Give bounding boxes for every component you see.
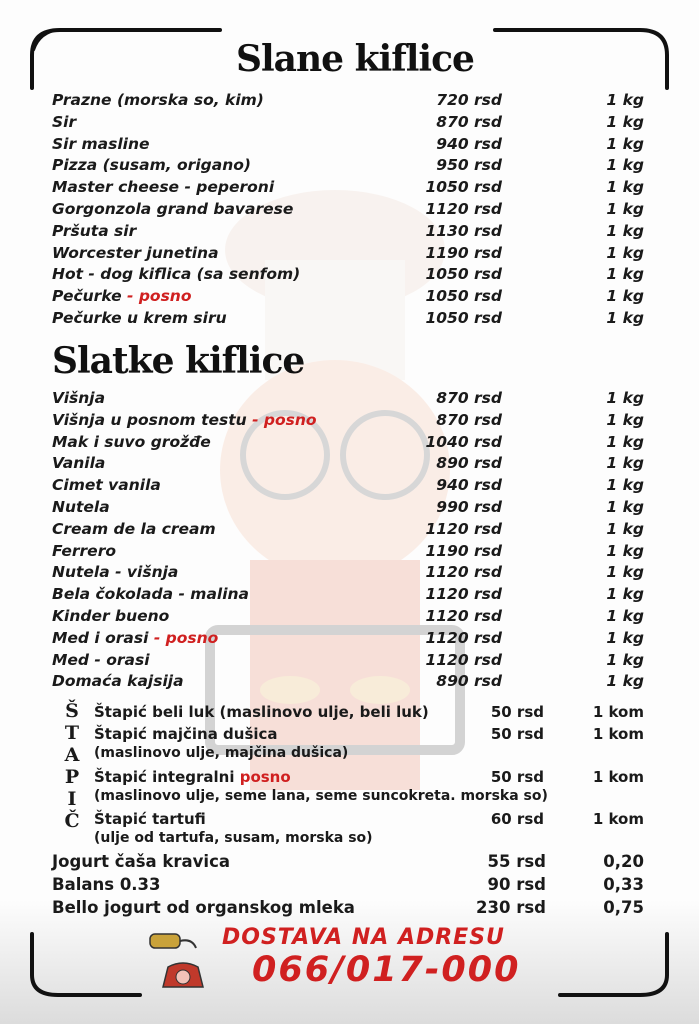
item-name-text: Hot - dog kiflica (sa senfom) <box>52 265 301 284</box>
stapic-ingredients: (ulje od tartufa, susam, morska so) <box>94 830 373 846</box>
item-name <box>52 243 219 265</box>
item-name-text: Ferrero <box>52 541 116 560</box>
item-name-text: Pečurke u krem siru <box>52 308 227 327</box>
stapic-price: 50 rsd <box>490 703 544 721</box>
item-unit: 1 kg <box>606 432 644 451</box>
stapic-name <box>94 703 429 721</box>
stapic-price: 60 rsd <box>490 810 544 828</box>
item-name <box>52 221 136 243</box>
item-unit: 1 kg <box>606 265 644 284</box>
menu-item-row <box>52 453 652 475</box>
item-name <box>52 199 293 221</box>
item-unit: 1 kg <box>606 672 644 691</box>
item-name <box>52 264 300 286</box>
item-price: 1120 rsd <box>425 519 502 538</box>
drink-volume: 0,75 <box>603 898 644 917</box>
item-unit: 1 kg <box>606 243 644 262</box>
menu-item-row <box>52 90 652 112</box>
menu-item-row <box>52 432 652 454</box>
item-name-text: Cimet vanila <box>52 476 161 495</box>
menu-item-row <box>52 264 652 286</box>
item-unit: 1 kg <box>606 134 644 153</box>
item-price: 890 rsd <box>436 454 502 473</box>
posno-label: - posno <box>148 628 219 647</box>
menu-item-row <box>52 628 652 650</box>
item-price: 1120 rsd <box>425 628 502 647</box>
stapic-letter: Č <box>64 810 80 832</box>
delivery-label: DOSTAVA NA ADRESU <box>222 925 505 950</box>
item-unit: 1 kg <box>606 628 644 647</box>
item-name <box>52 628 218 650</box>
item-price: 990 rsd <box>436 497 502 516</box>
item-name-text: Cream de la cream <box>52 519 216 538</box>
item-unit: 1 kg <box>606 410 644 429</box>
stapic-letter: T <box>64 722 80 744</box>
menu-item-row <box>52 519 652 541</box>
item-name <box>52 475 161 497</box>
item-name <box>52 432 211 454</box>
stapic-name-text: Štapić majčina dušica <box>94 725 278 743</box>
item-name <box>52 90 264 112</box>
stapic-name-text: Štapić beli luk (maslinovo ulje, beli luk) <box>94 703 429 721</box>
rotary-phone-icon <box>158 957 208 991</box>
menu-item-row <box>52 155 652 177</box>
item-price: 1130 rsd <box>425 221 502 240</box>
drink-price: 90 rsd <box>487 875 546 894</box>
item-name <box>52 497 110 519</box>
item-name-text: Bela čokolada - malina <box>52 585 250 604</box>
slane-list <box>52 90 652 330</box>
item-name <box>52 541 116 563</box>
item-unit: 1 kg <box>606 389 644 407</box>
item-unit: 1 kg <box>606 476 644 495</box>
posno-label: - posno <box>121 287 192 306</box>
item-name <box>52 606 169 628</box>
menu-item-row <box>52 497 652 519</box>
item-name-text: Master cheese - peperoni <box>52 178 275 197</box>
stapic-unit: 1 kom <box>592 725 644 743</box>
drink-row <box>52 850 652 873</box>
item-price: 870 rsd <box>436 389 502 407</box>
menu-item-row <box>52 388 652 410</box>
item-price: 1050 rsd <box>425 308 502 327</box>
item-name-text: Vanila <box>52 454 106 473</box>
item-name <box>52 112 76 134</box>
drink-row <box>52 896 652 919</box>
stapic-ingredients: (maslinovo ulje, majčina dušica) <box>94 745 349 761</box>
item-unit: 1 kg <box>606 112 644 131</box>
menu-item-row <box>52 475 652 497</box>
item-name-text: Pizza (susam, origano) <box>52 156 251 175</box>
menu-item-row <box>52 199 652 221</box>
item-name <box>52 453 105 475</box>
stapic-name <box>94 725 278 743</box>
item-name-text: Sir <box>52 112 77 131</box>
item-price: 720 rsd <box>436 91 502 109</box>
telephone-icon <box>148 928 198 956</box>
item-name-text: Med i orasi <box>52 628 149 647</box>
drinks-list <box>52 850 652 919</box>
item-unit: 1 kg <box>606 497 644 516</box>
item-price: 1120 rsd <box>425 650 502 669</box>
item-unit: 1 kg <box>606 178 644 197</box>
item-unit: 1 kg <box>606 308 644 327</box>
stapic-letter: A <box>64 744 80 766</box>
item-unit: 1 kg <box>606 199 644 218</box>
menu-item-row <box>52 243 652 265</box>
drink-price: 230 rsd <box>476 898 546 917</box>
drink-volume: 0,20 <box>603 852 644 871</box>
item-name-text: Prazne (morska so, kim) <box>52 91 264 109</box>
menu-item-row <box>52 308 652 330</box>
stapic-price: 50 rsd <box>490 768 544 786</box>
stapic-name <box>94 768 291 786</box>
menu-item-row <box>52 541 652 563</box>
section-title-slane: Slane kiflice <box>236 38 474 80</box>
item-name-text: Nutela <box>52 497 110 516</box>
item-price: 1120 rsd <box>425 199 502 218</box>
menu-item-row <box>52 671 652 693</box>
item-name <box>52 671 184 693</box>
item-unit: 1 kg <box>606 454 644 473</box>
item-name-text: Domaća kajsija <box>52 672 184 691</box>
menu-item-row <box>52 562 652 584</box>
stapic-letter: P <box>64 766 80 788</box>
slatke-list <box>52 388 652 693</box>
item-name-text: Kinder bueno <box>52 606 170 625</box>
drink-name: Jogurt čaša kravica <box>52 852 230 871</box>
item-price: 870 rsd <box>436 410 502 429</box>
posno-label: posno <box>239 768 291 786</box>
item-name <box>52 410 317 432</box>
item-unit: 1 kg <box>606 156 644 175</box>
stapic-unit: 1 kom <box>592 703 644 721</box>
item-unit: 1 kg <box>606 563 644 582</box>
menu-item-row <box>52 584 652 606</box>
item-name <box>52 308 227 330</box>
item-name <box>52 155 251 177</box>
item-name <box>52 134 150 156</box>
stapic-ingredients: (maslinovo ulje, seme lana, seme suncokreta. morska so) <box>94 788 548 804</box>
item-name <box>52 584 249 606</box>
item-price: 950 rsd <box>436 156 502 175</box>
item-price: 1190 rsd <box>425 243 502 262</box>
item-name <box>52 177 274 199</box>
menu-item-row <box>52 410 652 432</box>
item-unit: 1 kg <box>606 650 644 669</box>
item-name <box>52 519 216 541</box>
item-price: 1040 rsd <box>425 432 502 451</box>
stapic-price: 50 rsd <box>490 725 544 743</box>
section-title-slatke: Slatke kiflice <box>52 340 305 382</box>
item-price: 1190 rsd <box>425 541 502 560</box>
item-name-text: Pečurke <box>52 287 122 306</box>
item-name-text: Višnja <box>52 389 106 407</box>
stapic-vertical-label <box>58 700 86 832</box>
menu-item-row <box>52 650 652 672</box>
item-name <box>52 286 191 308</box>
item-unit: 1 kg <box>606 287 644 306</box>
item-name-text: Med - orasi <box>52 650 150 669</box>
menu-item-row <box>52 606 652 628</box>
item-price: 1120 rsd <box>425 563 502 582</box>
menu-item-row <box>52 177 652 199</box>
item-name-text: Gorgonzola grand bavarese <box>52 199 294 218</box>
drink-name: Balans 0.33 <box>52 875 161 894</box>
item-unit: 1 kg <box>606 606 644 625</box>
drink-row <box>52 873 652 896</box>
drink-volume: 0,33 <box>603 875 644 894</box>
menu-item-row <box>52 112 652 134</box>
item-price: 1050 rsd <box>425 265 502 284</box>
item-name <box>52 562 178 584</box>
stapic-name-text: Štapić integralni <box>94 768 240 786</box>
item-price: 890 rsd <box>436 672 502 691</box>
item-price: 1120 rsd <box>425 606 502 625</box>
menu-item-row <box>52 221 652 243</box>
item-name-text: Višnja u posnom testu <box>52 410 247 429</box>
item-price: 870 rsd <box>436 112 502 131</box>
item-name-text: Mak i suvo grožđe <box>52 432 211 451</box>
stapic-unit: 1 kom <box>592 810 644 828</box>
stapic-letter: Š <box>65 700 79 722</box>
stapic-letter: I <box>67 788 77 810</box>
item-name <box>52 650 150 672</box>
drink-name: Bello jogurt od organskog mleka <box>52 898 355 917</box>
stapic-name <box>94 810 206 828</box>
item-name-text: Sir masline <box>52 134 150 153</box>
item-unit: 1 kg <box>606 519 644 538</box>
item-name-text: Nutela - višnja <box>52 563 179 582</box>
item-price: 940 rsd <box>436 134 502 153</box>
stapic-unit: 1 kom <box>592 768 644 786</box>
item-price: 1050 rsd <box>425 178 502 197</box>
item-name-text: Worcester junetina <box>52 243 219 262</box>
item-price: 1120 rsd <box>425 585 502 604</box>
drink-price: 55 rsd <box>487 852 546 871</box>
item-unit: 1 kg <box>606 541 644 560</box>
menu-item-row <box>52 134 652 156</box>
posno-label: - posno <box>246 410 317 429</box>
item-unit: 1 kg <box>606 585 644 604</box>
stapic-name-text: Štapić tartufi <box>94 810 206 828</box>
item-unit: 1 kg <box>606 91 644 109</box>
item-name-text: Pršuta sir <box>52 221 137 240</box>
item-unit: 1 kg <box>606 221 644 240</box>
menu-item-row <box>52 286 652 308</box>
item-name <box>52 388 105 410</box>
item-price: 940 rsd <box>436 476 502 495</box>
item-price: 1050 rsd <box>425 287 502 306</box>
phone-number[interactable]: 066/017-000 <box>252 950 521 990</box>
